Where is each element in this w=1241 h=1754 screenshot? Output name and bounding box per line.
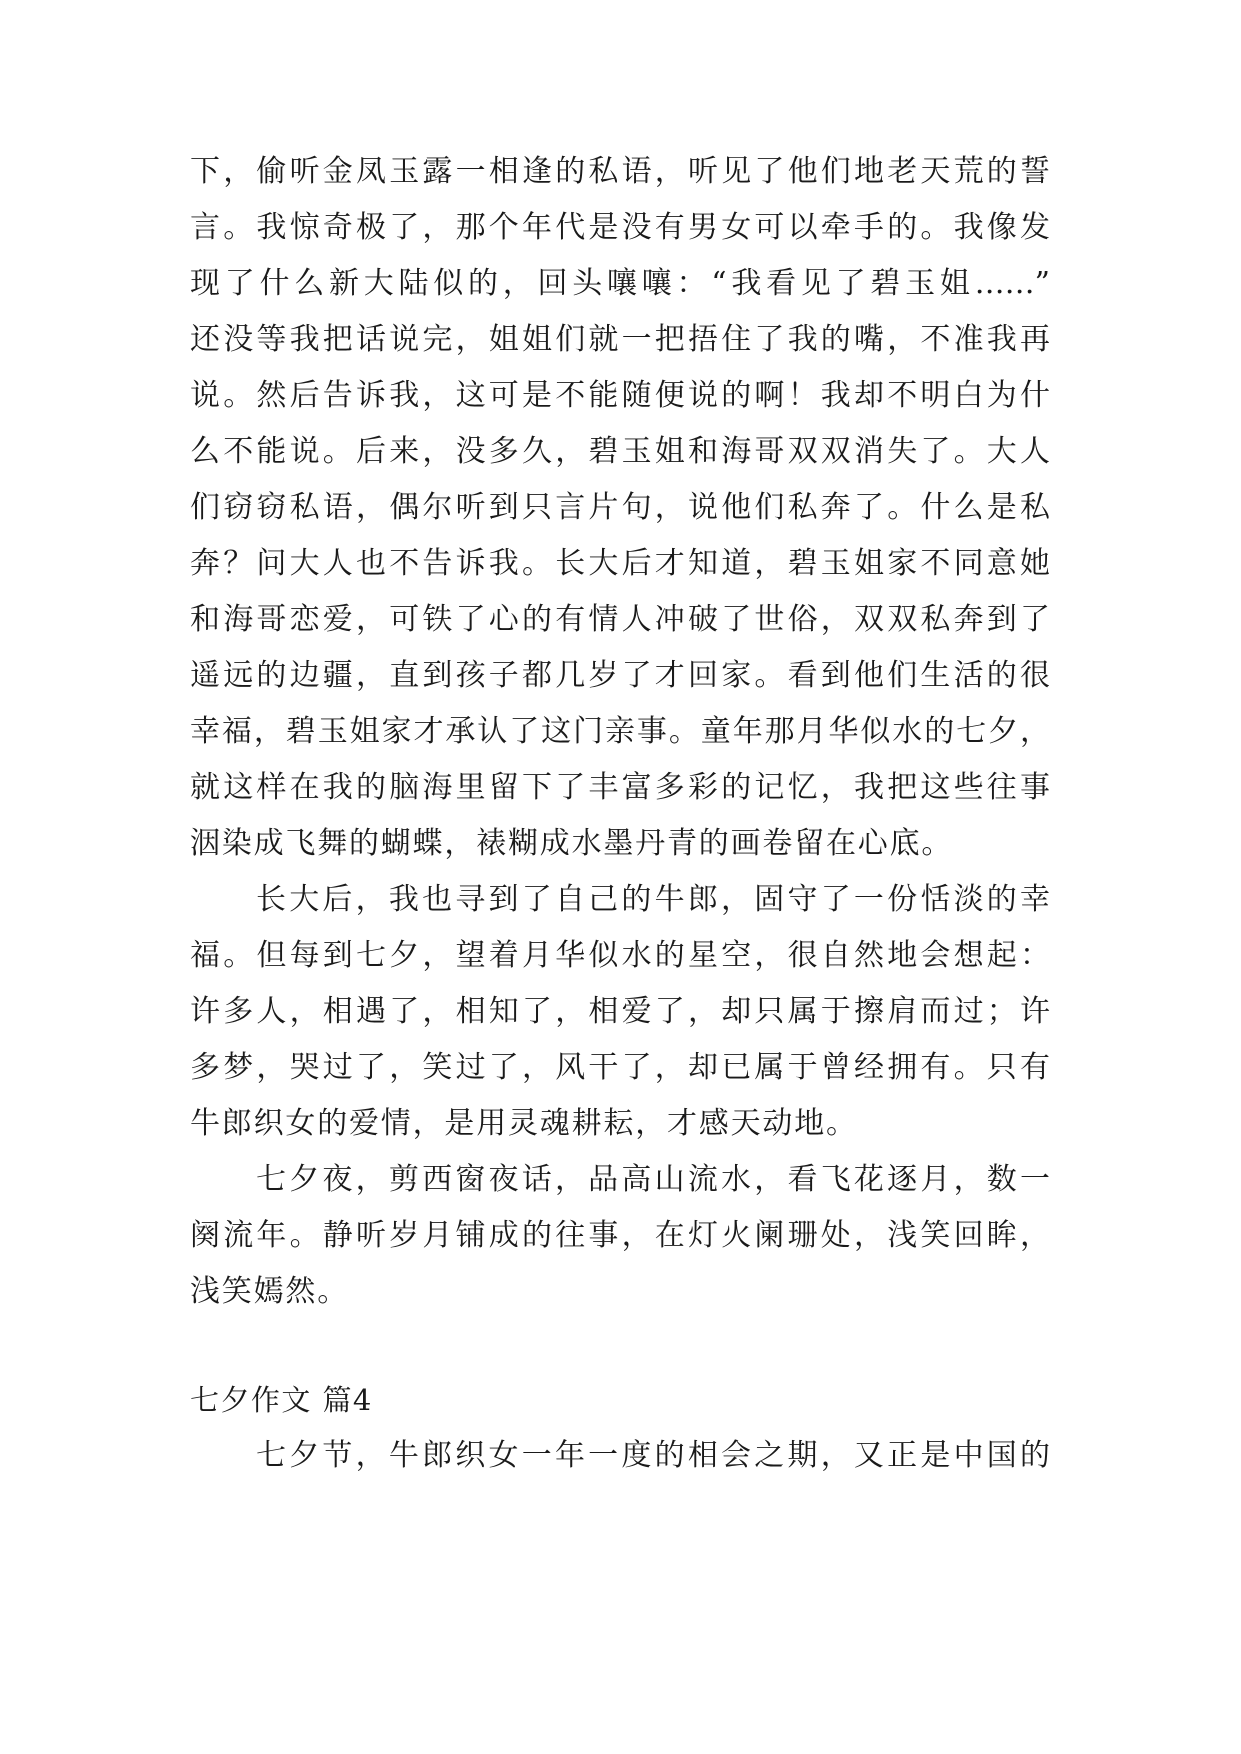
paragraph-1-line-4: 还没等我把话说完，姐姐们就一把捂住了我的嘴，不准我再	[190, 322, 1050, 357]
paragraph-1-line-5: 说。然后告诉我，这可是不能随便说的啊！我却不明白为什	[190, 378, 1050, 413]
paragraph-1-line-7: 们窃窃私语，偶尔听到只言片句，说他们私奔了。什么是私	[190, 490, 1050, 525]
paragraph-1-line-11: 幸福，碧玉姐家才承认了这门亲事。童年那月华似水的七夕，	[190, 714, 1050, 749]
document-body	[190, 0, 1050, 1754]
paragraph-1-line-8: 奔？问大人也不告诉我。长大后才知道，碧玉姐家不同意她	[190, 546, 1050, 581]
paragraph-1-line-6: 么不能说。后来，没多久，碧玉姐和海哥双双消失了。大人	[190, 434, 1050, 469]
paragraph-2-line-4: 多梦，哭过了，笑过了，风干了，却已属于曾经拥有。只有	[190, 1050, 1050, 1085]
paragraph-2-line-5: 牛郎织女的爱情，是用灵魂耕耘，才感天动地。	[190, 1106, 858, 1141]
paragraph-1-line-3: 现了什么新大陆似的，回头嚷嚷：“我看见了碧玉姐……”	[190, 266, 1050, 301]
paragraph-1-line-2: 言。我惊奇极了，那个年代是没有男女可以牵手的。我像发	[190, 210, 1050, 245]
paragraph-1-line-12: 就这样在我的脑海里留下了丰富多彩的记忆，我把这些往事	[190, 770, 1050, 805]
paragraph-3-line-3: 浅笑嫣然。	[190, 1274, 349, 1309]
paragraph-3-line-2: 阕流年。静听岁月铺成的往事，在灯火阑珊处，浅笑回眸，	[190, 1218, 1050, 1253]
paragraph-4-line-1: 七夕节，牛郎织女一年一度的相会之期，又正是中国的	[256, 1438, 1050, 1473]
paragraph-1-line-13: 洇染成飞舞的蝴蝶，裱糊成水墨丹青的画卷留在心底。	[190, 826, 954, 861]
paragraph-2-line-2: 福。但每到七夕，望着月华似水的星空，很自然地会想起：	[190, 938, 1050, 973]
paragraph-1-line-10: 遥远的边疆，直到孩子都几岁了才回家。看到他们生活的很	[190, 658, 1050, 693]
paragraph-1-line-1: 下，偷听金凤玉露一相逢的私语，听见了他们地老天荒的誓	[190, 154, 1050, 189]
section-heading: 七夕作文 篇4	[190, 1383, 373, 1417]
paragraph-3-line-1: 七夕夜，剪西窗夜话，品高山流水，看飞花逐月，数一	[256, 1162, 1050, 1197]
paragraph-1-line-9: 和海哥恋爱，可铁了心的有情人冲破了世俗，双双私奔到了	[190, 602, 1050, 637]
paragraph-2-line-3: 许多人，相遇了，相知了，相爱了，却只属于擦肩而过；许	[190, 994, 1050, 1029]
paragraph-2-line-1: 长大后，我也寻到了自己的牛郎，固守了一份恬淡的幸	[256, 882, 1050, 917]
